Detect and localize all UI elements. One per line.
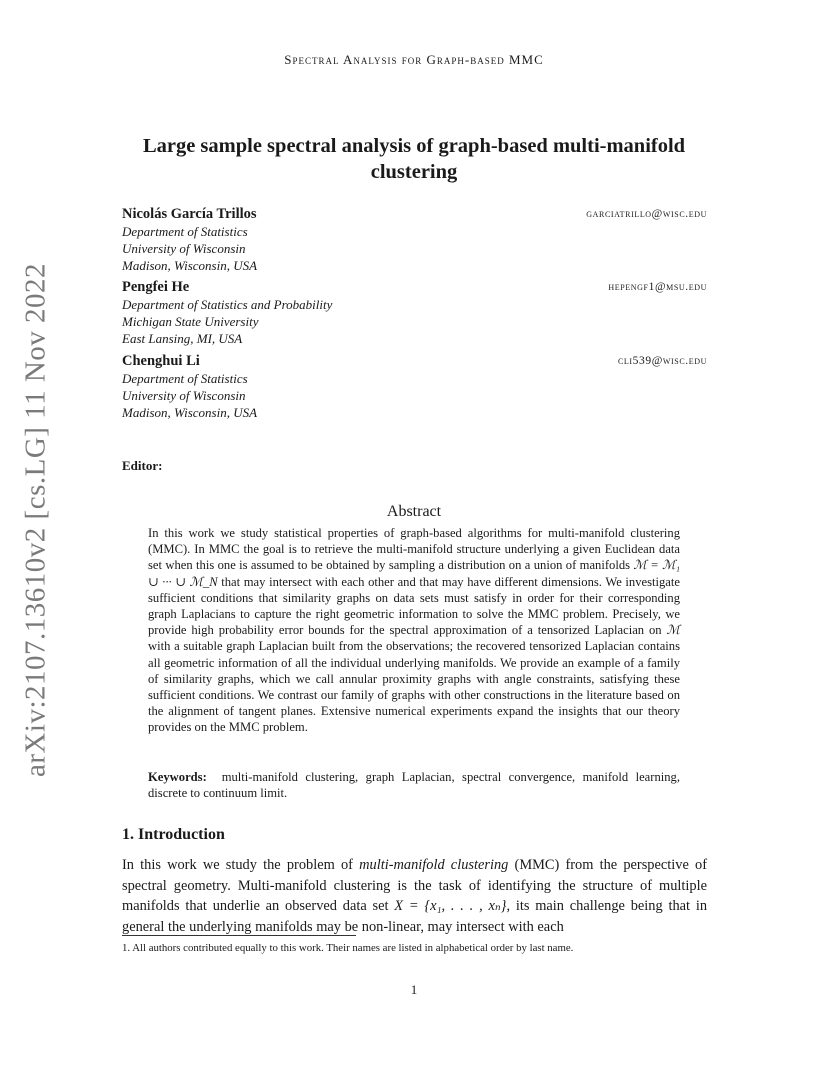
author-block-3 — [122, 352, 707, 421]
author-name: Pengfei He — [122, 279, 190, 295]
math-dataset: X = {x₁, . . . , xₙ} — [394, 898, 507, 914]
affiliation-line: Department of Statistics and Probability — [122, 297, 333, 312]
affiliation-line: Department of Statistics — [122, 224, 248, 239]
abstract-heading: Abstract — [386, 503, 442, 520]
affiliation-line: University of Wisconsin — [122, 241, 246, 256]
math-manifold-union: ℳ = ℳ₁ ∪ ··· ∪ ℳ_N — [148, 558, 680, 589]
footnote: 1. All authors contributed equally to this work. Their names are listed in alphabetical order by last name. — [122, 942, 574, 954]
author-email: garciatrillo@wisc.edu — [586, 208, 707, 220]
keywords-label: Keywords: — [148, 770, 207, 784]
affiliation-line: East Lansing, MI, USA — [122, 331, 243, 346]
affiliation-line: Department of Statistics — [122, 371, 248, 386]
affiliation-line: Madison, Wisconsin, USA — [122, 258, 258, 273]
intro-emphasis: multi-manifold clustering — [359, 857, 509, 873]
editor-label: Editor: — [122, 458, 163, 473]
arxiv-id: arXiv:2107.13610v2 [cs.LG] 11 Nov 2022 — [19, 262, 52, 778]
section-heading: 1. Introduction — [122, 826, 225, 843]
affiliation-line: University of Wisconsin — [122, 388, 246, 403]
abstract-part: with a suitable graph Laplacian built from the observations; the recovered tensorized Laplacian contains all geometric information of all the individual underlying manifolds. We provide an example of a family of similarity graphs, which we call annular proximity graphs with angle constraints, satisfying these sufficient conditions. We contrast our family of graphs with other constructions in the literature based on the alignment of tangent planes. Extensive numerical experiments expand the insights that our theory provides on the MMC problem. — [148, 639, 680, 735]
footnote-rule — [122, 935, 356, 936]
affiliation-line: Madison, Wisconsin, USA — [122, 405, 258, 420]
intro-paragraph — [122, 855, 707, 937]
paper-title: Large sample spectral analysis of graph-based multi-manifold clustering — [142, 135, 686, 183]
keywords — [148, 769, 680, 801]
author-name: Chenghui Li — [122, 353, 200, 369]
math-manifold: ℳ — [666, 623, 680, 638]
author-email: hepengf1@msu.edu — [608, 281, 707, 293]
running-head: Spectral Analysis for Graph-based MMC — [284, 52, 544, 67]
author-name: Nicolás García Trillos — [122, 206, 257, 222]
abstract-text — [148, 525, 680, 736]
abstract-part: In this work we study statistical properties of graph-based algorithms for multi-manifold clustering (MMC). In MMC the goal is to retrieve the multi-manifold structure underlying a given Euclidean data set when this one is assumed to be obtained by sampling a distribution on a union of manifolds — [148, 526, 680, 573]
abstract-part: that may intersect with each other and that may have different dimensions. We investigate sufficient conditions that similarity graphs on data sets must satisfy in order for their corresponding graph Laplacians to capture the right geometric information to solve the MMC problem. Precisely, we provide high probability error bounds for the spectral approximation of a tensorized Laplacian on — [148, 574, 680, 638]
page-number: 1 — [410, 982, 418, 997]
author-email: cli539@wisc.edu — [617, 355, 707, 367]
keywords-list: multi-manifold clustering, graph Laplacian, spectral convergence, manifold learning, discrete to continuum limit. — [148, 770, 681, 801]
intro-part: In this work we study the problem of — [122, 857, 360, 873]
intro-part: , its main challenge being that in general the underlying manifolds may be non-linear, may intersect with each — [122, 898, 708, 935]
intro-part: (MMC) from the perspective of spectral geometry. Multi-manifold clustering is the task of identifying the structure of multiple manifolds that underlie an observed data set — [122, 857, 707, 914]
affiliation-line: Michigan State University — [122, 314, 259, 329]
author-block-2 — [122, 278, 707, 347]
author-block-1 — [122, 205, 707, 274]
